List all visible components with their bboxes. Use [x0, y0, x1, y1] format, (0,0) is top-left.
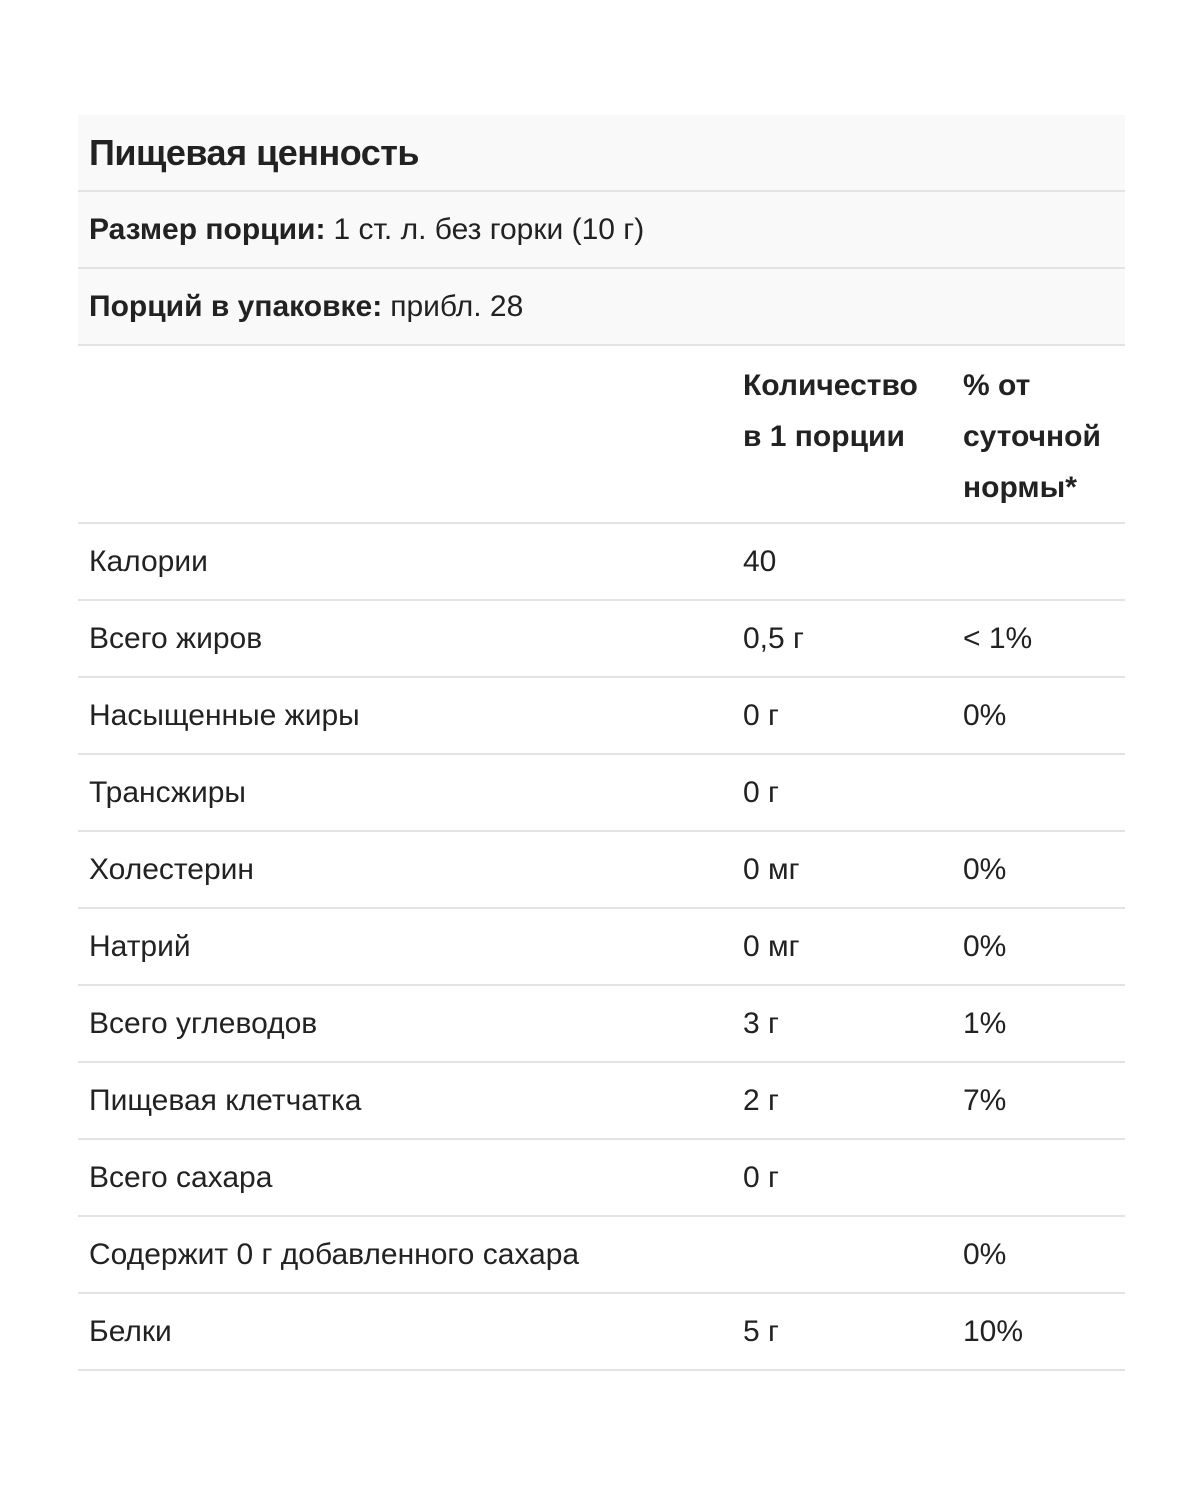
- nutrient-name: Всего сахара: [89, 1160, 273, 1194]
- nutrient-daily-value: 10%: [963, 1314, 1024, 1348]
- nutrient-daily-value: 0%: [963, 929, 1007, 963]
- nutrition-facts-table: [78, 115, 1125, 1371]
- nutrient-amount: 0 г: [743, 1160, 779, 1194]
- nutrient-amount: 2 г: [743, 1083, 779, 1117]
- table-row: [78, 755, 1125, 832]
- nutrient-name: Холестерин: [89, 852, 254, 886]
- nutrient-daily-value: 1%: [963, 1006, 1007, 1040]
- nutrient-daily-value: 0%: [963, 1237, 1007, 1271]
- servings-per-container-value: прибл. 28: [390, 289, 524, 323]
- nutrient-amount: 0,5 г: [743, 621, 804, 655]
- table-row: [78, 601, 1125, 678]
- table-row: [78, 1140, 1125, 1217]
- nutrient-name: Всего жиров: [89, 621, 263, 655]
- serving-size-row: [78, 192, 1125, 269]
- column-header-row: [78, 346, 1125, 524]
- header-daily-value: % от суточной нормы*: [963, 369, 1101, 504]
- nutrient-name: Всего углеводов: [89, 1006, 318, 1040]
- nutrient-amount: 0 мг: [743, 852, 800, 886]
- header-amount-per-serving: Количество в 1 порции: [743, 369, 918, 453]
- nutrient-name: Калории: [89, 544, 208, 578]
- table-row: [78, 832, 1125, 909]
- table-row: [78, 986, 1125, 1063]
- nutrient-name: Пищевая клетчатка: [89, 1083, 362, 1117]
- nutrient-name: Белки: [89, 1314, 172, 1348]
- nutrient-daily-value: 7%: [963, 1083, 1007, 1117]
- servings-per-container-label: Порций в упаковке:: [89, 289, 383, 323]
- table-row: [78, 524, 1125, 601]
- nutrient-name: Трансжиры: [89, 775, 246, 809]
- nutrient-daily-value: < 1%: [963, 621, 1033, 655]
- nutrient-name: Насыщенные жиры: [89, 698, 360, 732]
- nutrient-amount: 0 мг: [743, 929, 800, 963]
- table-row: [78, 678, 1125, 755]
- nutrient-rows: [78, 524, 1125, 1371]
- nutrient-amount: 3 г: [743, 1006, 779, 1040]
- nutrient-amount: 0 г: [743, 698, 779, 732]
- nutrient-daily-value: 0%: [963, 698, 1007, 732]
- serving-size-value: 1 ст. л. без горки (10 г): [333, 212, 645, 246]
- table-row: [78, 1217, 1125, 1294]
- table-title: Пищевая ценность: [89, 131, 420, 173]
- table-title-row: [78, 115, 1125, 192]
- table-row: [78, 909, 1125, 986]
- nutrient-amount: 5 г: [743, 1314, 779, 1348]
- table-row: [78, 1063, 1125, 1140]
- nutrient-name: Содержит 0 г добавленного сахара: [89, 1237, 580, 1271]
- nutrient-amount: 40: [743, 544, 777, 578]
- servings-per-container-row: [78, 269, 1125, 346]
- table-row: [78, 1294, 1125, 1371]
- nutrient-amount: 0 г: [743, 775, 779, 809]
- serving-size-label: Размер порции:: [89, 212, 326, 246]
- nutrient-daily-value: 0%: [963, 852, 1007, 886]
- nutrient-name: Натрий: [89, 929, 191, 963]
